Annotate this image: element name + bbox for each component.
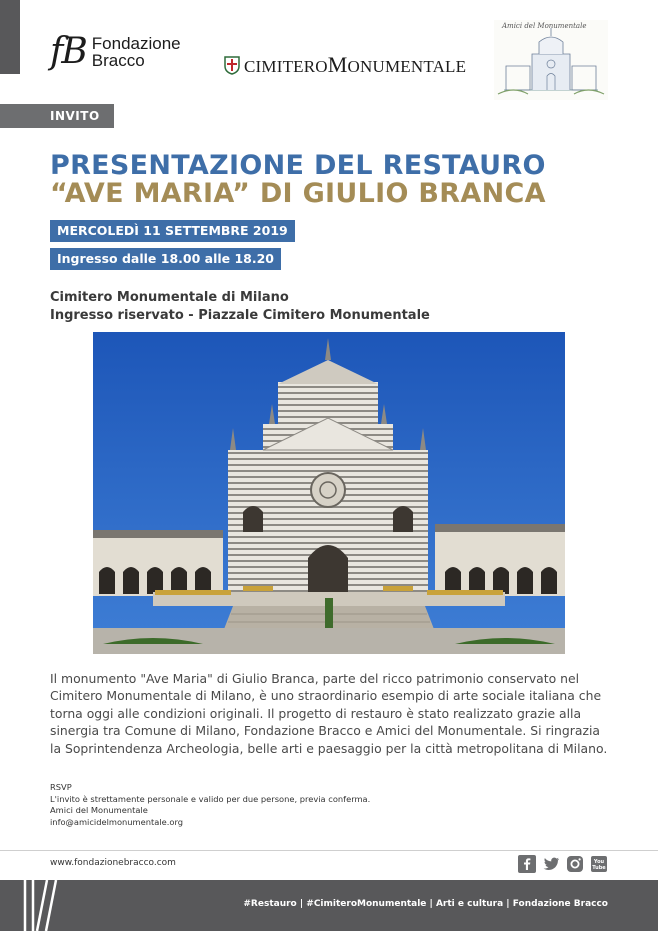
body-paragraph: Il monumento "Ave Maria" di Giulio Branca, parte del ricco patrimonio conservato nel Cimitero Monumentale di Milano, è uno straordinario esempio di arte sociale italiana che torna oggi alle condizioni originali. Il progetto di restauro è stato realizzato grazie alla sinergia tra Comune di Milano, Fondazione Bracco e Amici del Monumentale. Si ringrazia la Soprintendenza Archeologia, belle arti e paesaggio per la città metropolitana di Milano. [50,671,608,756]
youtube-icon[interactable] [590,855,608,873]
venue-info [50,289,430,325]
milano-shield-icon [224,55,240,75]
footer-stripes-decoration [20,880,70,931]
fb-line2: Bracco [91,51,145,70]
sketch-drawing [494,20,608,100]
website-link[interactable]: www.fondazionebracco.com [50,858,176,868]
social-icons [518,855,608,873]
rsvp-label: RSVP [50,782,72,792]
rsvp-organizer: Amici del Monumentale [50,805,148,816]
cm-letter-c: C [244,57,256,76]
twitter-icon[interactable] [542,855,560,873]
facebook-icon[interactable] [518,855,536,873]
top-left-stripe [0,0,20,74]
rsvp-email[interactable]: info@amicidelmonumentale.org [50,816,183,827]
cm-letter-m: M [327,52,348,77]
svg-text:You: You [593,859,605,865]
venue-name: Cimitero Monumentale di Milano [50,290,289,305]
cimitero-monumentale-logo [224,52,466,78]
cm-wordmark [244,52,466,78]
sketch-caption: Amici del Monumentale [502,22,587,30]
fb-wordmark [92,35,181,69]
rsvp-note: L'invito è strettamente personale e valido per due persone, previa conferma. [50,793,371,804]
fondazione-bracco-logo [50,31,181,72]
rsvp-block [50,782,370,828]
entry-time: Ingresso dalle 18.00 alle 18.20 [50,248,281,270]
monumentale-photo [93,332,565,654]
instagram-icon[interactable] [566,855,584,873]
footer-divider [0,850,658,851]
amici-monumentale-sketch [494,20,608,100]
footer-hashtags: #Restauro | #CimiteroMonumentale | Arti e cultura | Fondazione Bracco [243,899,608,909]
event-date: MERCOLEDÌ 11 SETTEMBRE 2019 [50,220,295,242]
fb-monogram: fB [50,31,86,72]
fb-line1: Fondazione [91,34,181,53]
invito-label: INVITO [0,104,114,128]
venue-entrance: Ingresso riservato - Piazzale Cimitero Monumentale [50,308,430,323]
cm-word1: IMITERO [255,57,328,76]
title-line-2: “AVE MARIA” DI GIULIO BRANCA [50,178,546,209]
cm-word2: ONUMENTALE [347,57,467,76]
title-line-1: PRESENTAZIONE DEL RESTAURO [50,150,546,181]
svg-text:Tube: Tube [592,865,606,871]
